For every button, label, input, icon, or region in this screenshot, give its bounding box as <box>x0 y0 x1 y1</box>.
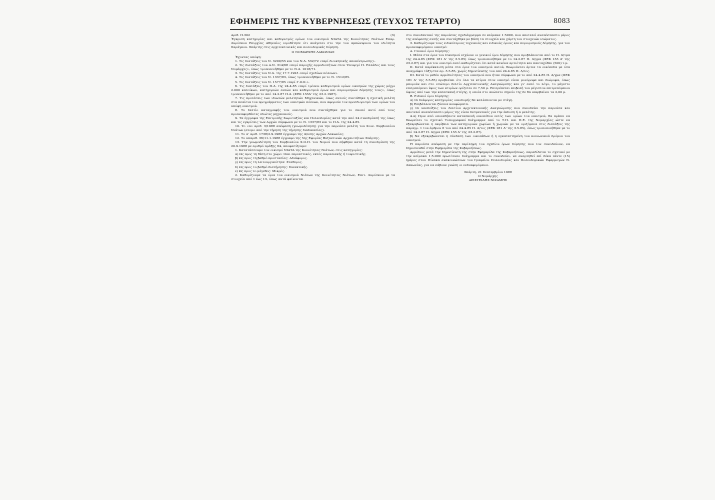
page-number: 8083 <box>553 17 570 25</box>
place-date: Σπάρτη, 21 Σεπτεμβρίου 1988 <box>464 169 512 174</box>
list-item: 3. Τις διατάξεις του Ν.Δ. της 17.7.1923 «περί σχεδίων πόλεων». <box>235 71 339 76</box>
list-item: 1. Τις διατάξεις του Ν. 3200/55 και του Ν.Δ. 532/72 «περί διοικητικής αποκέντρωσης». <box>235 59 376 64</box>
list-item: 9. Τα έγγραφα της Επιτροπής Χωροταξίας και Πολεοδομίας κατά την από 24 συνεδρίασή της όπως και τις εγκρίσεις των Αρχών σύμφωνα με το Ν. 1337/83 και το Π.Δ. της 24.4.85. <box>231 115 395 124</box>
decision-clause-3: 3. Καθορίζουμε τους ειδικότερους τεχνικούς και ειδικούς όρους και περιορισμούς δόμησης, για τον προαναφερόμενο οικισμό: <box>406 41 570 50</box>
page-header <box>230 14 570 28</box>
general-term: Ι. Μέσα στα όρια του Οικισμού ισχύουν οι γενικοί όροι δόμησης που προβλέπονται από το Π. Δ/τμα της 24.4.85 (ΦΕΚ 181 Δ' της 3.5.85) όπως τροποποιήθηκε με το 14.2.87 Π. Δ/γμα (ΦΕΚ 133 Δ' της 23.2.87) και για τον οικισμό αυτό καθορίζεται ότι κατά κανόνα αρτιότητα και πανταχόθεν (500) τ.μ. <box>406 53 570 66</box>
special-term: β) Επιβάλλονται ξύλινα κουφώματα. <box>410 101 469 106</box>
list-item: 13. Την γνωμοδότηση του Συμβουλίου Χ.Ο.Π. του Νομού που λήφθηκε κατά τη συνεδρίαση της 20.9.1988 με αριθμό πράξης 64, αποφασίζουμε: <box>231 140 395 149</box>
right-column <box>406 33 570 182</box>
category-item: ε) Ως προς το μέγεθος: Μικρός. <box>235 168 286 173</box>
continuation-text: στο συνοδευτικό της παρούσας σχεδιάγραμμα σε κλίμακα 1:5000, που αποτελεί αναπόσπαστο μέρος της απόφασης αυτής και συντάχθηκε με βάση τα στοιχεία και χάρτη του στοιχειών ισώματος. <box>406 33 570 42</box>
section-heading-general: Α. Γενικοί όροι δόμησης: <box>410 49 450 54</box>
special-term: Αρμόδιος μετά την δημοσίευση της στην Εφημερίδα της Κυβερνήσεως, παραδίδεται το σχετικό με την κλίμακα 1:5.000 πρωτότυπο διάγραμμα και το συνοδεύει, να αναρτηθεί επί δέκα πέντε (15) ημέρες στον Πίνακα ανακοινώσεων του Γραφείου Πολεοδομίας και Πολεοδομικών Εφαρμογών Ν. Λακωνίας, για να λάβουν γνώση οι ενδιαφερόμενοι. <box>406 150 570 167</box>
decision-clause-1: 1. Κατατάσσουμε τον οικισμό ΝΙΑΤΑ της Κοινότητας Νιάτων, στις κατηγορίες: <box>235 148 363 153</box>
signatory-name: ΑΡΙΣΤΕΙΔΗΣ ΝΙΖΑΜΗΣ <box>468 177 508 182</box>
left-column <box>231 33 395 181</box>
having-regard: Έχοντας υπόψη: <box>235 55 262 60</box>
special-term: 4.α) Πριν από οποιαδήποτε κατασκευή οικοπέδου εντός των ορίων του οικισμού, θα πρέπει να θεωρείται το σχετικό Τοπογραφικό διάγραμμα από το Τ.Π. και Π.Ε. της Νομαρχίας ώστε να εξακριβώνεται η ακρίβεια των κατηγοριών χωρίων ή χωριών με τα οριζόμενα στις διατάξεις της παραγρ. 1 του άρθρου 6 του από 24.4.85 Π. Δ/τος (ΦΕΚ 181 Δ' της 3.5.85), όπως τροποποιήθηκε με το από 14.2.87 Π. Δ/γμα (ΦΕΚ 133 Δ' της 23.2.87). <box>406 113 570 135</box>
list-item: 7. Τις προτάσεις των ιδιωτών μελετητών Μηχανικών, όπως αυτούς συντάθηκε η σχετική μελέτη στα πλαίσια του προγράμματος των οικισμών πόλεων, που αφορούν τον προσδιορισμό των ορίων του υπόψη οικισμού. <box>231 95 395 108</box>
header-rule <box>230 29 570 30</box>
decision-subject: Έγκριση κατηγορίας και καθορισμός ορίων του οικισμού ΝΙΑΤΑ της Κοινότητας Νιάτων Επαρ. Λυρόσκου Επιρχίας Αθηναίος ιεροθέτησε ότι ανάγεται στο την του αμπώνυρνου του ιδιότητα Σαράγκου. Σπάρτης στις αρχιτεκτονικές και πολεοδομικές δόμηση. <box>231 37 395 50</box>
general-term: ΙΙ. Κατά παρέκκλιση μέσα στα όρια του οικισμού αυτού, θεωρούνται άρτια τα οικόπεδα με όσα αναγράφει τάξη στα αρ. 3.5.85, χωρίς δημοσίευσης του από 24.4.85 Π. Δ/τος. <box>406 65 570 74</box>
special-term: γ) Οι υποδείξεις του δελτίου Αρχιτεκτονικής Αναγνώρισης που συνοδεύει την παρούσα και αποτελεί αναπόσπαστο μέρος της είναι δεσμευτικές για την έκδοση ή α μελέτης. <box>406 105 570 114</box>
special-term: β) Να εξακριβώνεται η σύνδεση των οικοπέδων ή η εγκατεστημένη του κοινωνικού δρόμου του οικισμού. <box>406 134 570 143</box>
category-item: δ) Ως προς το βαθμό διατήρησης: Συνεκτικής. <box>235 164 309 169</box>
signatory-role: Ο Νομάρχης <box>478 173 498 178</box>
general-term: ΙΙΙ. Κατά το μεθόν αρμόδιότητας του οικισμού που ήταν σύμφωνα με το από 24.4.85 Π. Δ/γμα (ΦΕΚ 181 Δ' της 3.5.85) προβλέπει ότι όλα τα κτίρια στον οικισμό είναι μονόροφα και διώροφα, όπως μπορούν και στο εσώτερο δελτίο Αρχιτεκτονικής Αναγνώρισης και γι' αυτό το λόγο, το μέγιστο επιτρεπόμενο ύψος των κτιρίων ορίζεται σε 7,50 μ. Επιτρέπεται επιβολή του μέγιστου επιτρεπόμενου ύψους από των την κατασκευή στέγης, η οποία στο ανώτατο σημείο της δε θα υπερβαίνει τα 2,00 μ. <box>406 73 570 94</box>
section-heading-special: Β. Ειδικοί όροι δόμησης: <box>410 93 450 98</box>
category-item: β) Ως προς τη βαθμό προστασίας: Αδιάφορος. <box>235 156 308 161</box>
reference-mark: (3) <box>390 33 395 37</box>
decision-clause-2: 2. Καθορίζουμε τα όρια του οικισμού Νιάτων της Κοινότητας Νιάτων, Επιτ. Λυρόσκου με τα στοιχεία από 1 έως 13, όπως αυτά φαίνονται <box>231 172 395 181</box>
list-item: 6. Τις διατάξεις του Π.Δ. της 24.4.85 «περί τρόπου καθορισμού ορίων οικισμών της χώρας μέχρι 2.000 κατοίκων, κατηγοριών αυτών και καθορισμού όρων και περιορισμών δόμησης τους», όπως τροποποιήθηκε με το από 14.2.87 Π.Δ. (ΦΕΚ 133Δ' της 23.2.1987). <box>231 83 395 96</box>
list-item: 2. Τις διατάξεις του Α.Ν. 314/68 «περί παροχής αρμοδιοτήτων στον Υπουργό Π. Ελλάδος και τους Νομάρχες», όπως τροποποιήθηκε με το Ν.Δ. 1018/71. <box>231 63 395 72</box>
decision-reference: Αριθ. Π.302 <box>231 33 250 37</box>
special-term: α) Οι διάφορες κατηγορίας οικοδομής θα καλύπτονται με στέγη. <box>410 97 514 102</box>
issuing-authority: Ο ΝΟΜΑΡΧΗΣ ΛΑΚΩΝΙΑΣ <box>291 50 335 55</box>
special-term: Η παρούσα απόφαση με την περίληψη του σχεδίου όρων δόμησης που τον συνοδεύουν, να δημοσιευθεί στην Εφημερίδα της Κυβερνήσεως. <box>406 142 570 151</box>
gazette-title: ΕΦΗΜΕΡΙΣ ΤΗΣ ΚΥΒΕΡΝΗΣΕΩΣ (ΤΕΥΧΟΣ ΤΕΤΑΡΤΟ) <box>230 16 461 26</box>
list-item: 11. Το α' αριθ. 1738/2.9.1988 έγγραφο της Δ/νσης Αρχών Λακωνίας. <box>235 132 345 137</box>
list-item: 12. Το υπαριθ. 36/11.1.1988 έγγραφο της 5ης Εφορίας Βυζαντινών Αρχαιοτήτων Σπάρτης. <box>235 136 380 141</box>
list-item: 8. Το δελτίο καταγραφής του οικισμού που συντάχθηκε για το σκοπό αυτό από τους προαναφερθέντες ιδιώτες μηχανικούς. <box>231 107 395 116</box>
list-item: 4. Τις διατάξεις του Ν. 1337/83, όπως τροποποιήθηκε με το Ν. 1512/85. <box>235 75 351 80</box>
list-item: 10. Το «α» αριθ. 3/1988 απόφαση (γνωμοδότηση) για την παρούσα μελέτη του Κοιν. Συμβουλίου Νιάτων (ατομο από την τήρηση της τήρησης διαδικασίας). <box>231 124 395 133</box>
category-item: α) Ως προς τη θέση στο χώρο: Οικι περιαστικός, εκτός παραλιακής ή τουριστικής. <box>235 152 367 157</box>
category-item: γ) Ως προς τη λειτουργικότητα: Σταθερος. <box>235 160 303 165</box>
list-item: 5. Τις διατάξεις του Ν. 1577/85 «περί Γ.Ο.Κ.». <box>235 79 310 84</box>
